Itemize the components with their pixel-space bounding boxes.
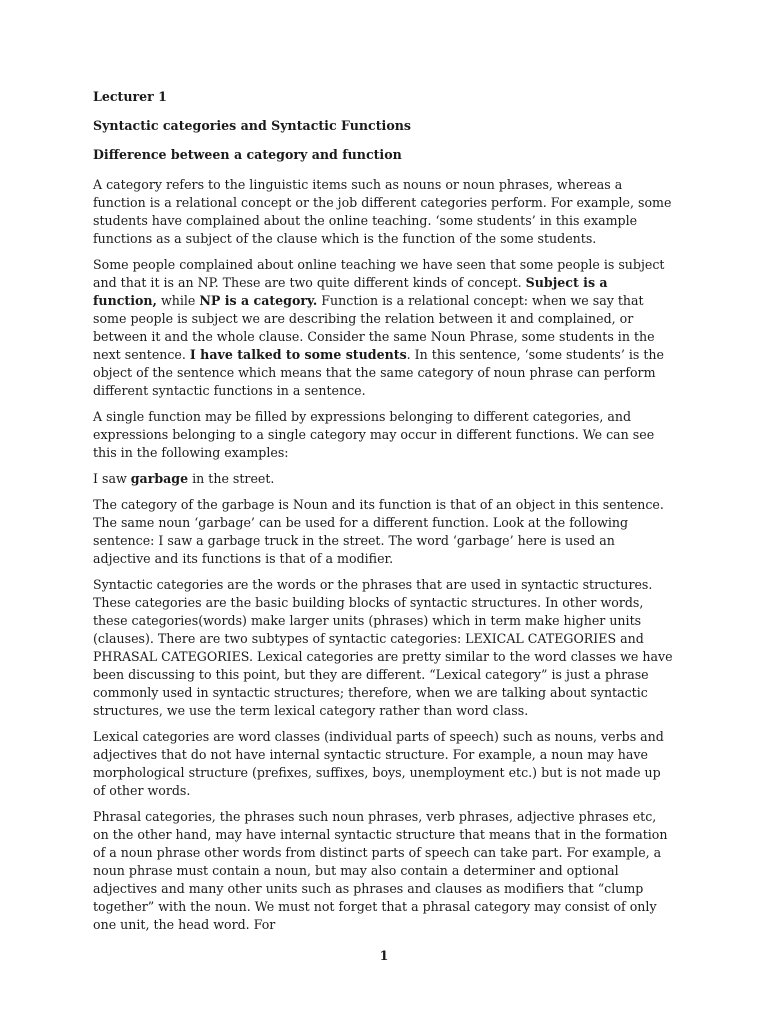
page-number: 1 <box>379 948 389 963</box>
paragraph-2-text-2: while <box>156 293 200 308</box>
paragraph-8: Phrasal categories, the phrases such noun phrases, verb phrases, adjective phrases etc, on the other hand, may have internal syntactic structure that means that in the formation of a noun phrase other words from distinct parts of speech can take part. For example, a noun phrase must contain a noun, but may also contain a determiner and optional adjectives and many other units such as phrases and clauses as modifiers that “clump together” with the noun. We must not forget that a phrasal category may consist of only one unit, the head word. For <box>93 809 668 932</box>
document-page <box>93 88 675 942</box>
paragraph-6: Syntactic categories are the words or the phrases that are used in syntactic structures. These categories are the basic building blocks of syntactic structures. In other words, these categories(words) make larger units (phrases) which in term make higher units (clauses). There are two subtypes of syntactic categories: LEXICAL CATEGORIES and PHRASAL CATEGORIES. Lexical categories are pretty similar to the word classes we have been discussing to this point, but they are different. “Lexical category” is just a phrase commonly used in syntactic structures; therefore, when we are talking about syntactic structures, we use the term lexical category rather than word class. <box>93 577 673 718</box>
lecturer-label: Lecturer 1 <box>93 89 167 104</box>
paragraph-2-bold-1: Subject is a function, <box>93 275 608 308</box>
paragraph-4-bold-1: garbage <box>130 471 189 486</box>
paragraph-2-text-1: Some people complained about online teaching we have seen that some people is subject and that it is an NP. These are two quite different kinds of concept. <box>93 257 665 290</box>
section-subtitle: Difference between a category and function <box>93 147 402 162</box>
document-title: Syntactic categories and Syntactic Functions <box>93 118 411 133</box>
paragraph-1: A category refers to the linguistic items such as nouns or noun phrases, whereas a function is a relational concept or the job different categories perform. For example, some students have complained about the online teaching. ‘some students’ in this example functions as a subject of the clause which is the function of the some students. <box>93 177 672 246</box>
paragraph-2-text-4: . In this sentence, ‘some students’ is the object of the sentence which means that the same category of noun phrase can perform different syntactic functions in a sentence. <box>93 347 664 398</box>
paragraph-2-bold-2: NP is a category. <box>199 293 318 308</box>
paragraph-4-example <box>93 470 675 488</box>
paragraph-4-text-2: in the street. <box>188 471 275 486</box>
paragraph-2-text-3: Function is a relational concept: when we say that some people is subject we are describing the relation between it and complained, or between it and the whole clause. Consider the same Noun Phrase, some students in the next sentence. <box>93 293 655 362</box>
paragraph-4-text-1: I saw <box>93 471 131 486</box>
paragraph-7: Lexical categories are word classes (individual parts of speech) such as nouns, verbs and adjectives that do not have internal syntactic structure. For example, a noun may have morphological structure (prefixes, suffixes, boys, unemployment etc.) but is not made up of other words. <box>93 729 664 798</box>
paragraph-2 <box>93 256 675 400</box>
paragraph-2-bold-3: I have talked to some students <box>189 347 407 362</box>
paragraph-3: A single function may be filled by expressions belonging to different categories, and expressions belonging to a single category may occur in different functions. We can see this in the following examples: <box>93 409 655 460</box>
paragraph-5: The category of the garbage is Noun and its function is that of an object in this sentence. The same noun ‘garbage’ can be used for a different function. Look at the following sentence: I saw a garbage truck in the street. The word ‘garbage’ here is used an adjective and its functions is that of a modifier. <box>93 497 664 566</box>
